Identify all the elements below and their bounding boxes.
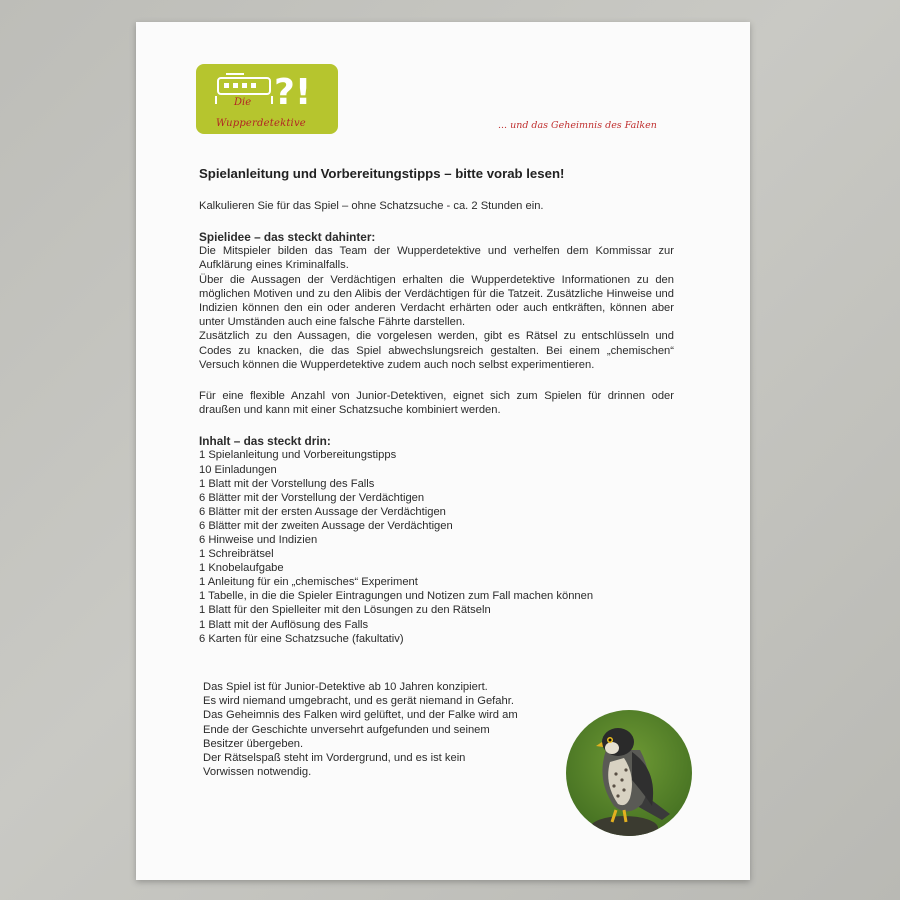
closing-line: Das Geheimnis des Falken wird gelüftet, und der Falke wird am <box>203 709 518 722</box>
list-item: 1 Anleitung für ein „chemisches“ Experiment <box>199 576 418 589</box>
list-item: 6 Hinweise und Indizien <box>199 534 318 546</box>
list-item: 1 Spielanleitung und Vorbereitungstipps <box>199 449 397 462</box>
closing-line: Vorwissen notwendig. <box>203 766 312 779</box>
logo-text-die: Die <box>234 97 252 108</box>
flexible-text: Für eine flexible Anzahl von Junior-Detektiven, eignet sich zum Spielen für drinnen oder draußen und kann mit einer Schatzsuche kombiniert werden. <box>199 390 674 417</box>
list-item: 6 Blätter mit der ersten Aussage der Verdächtigen <box>199 505 446 518</box>
list-item: 1 Schreibrätsel <box>199 548 274 561</box>
list-item: 1 Knobelaufgabe <box>199 562 284 575</box>
closing-line: Besitzer übergeben. <box>203 737 304 750</box>
main-content <box>199 166 674 646</box>
wupperdetektive-logo <box>196 64 338 134</box>
document-sheet <box>136 22 750 880</box>
tagline: ... und das Geheimnis des Falken <box>498 120 657 131</box>
svg-text:?!: ?! <box>274 72 312 113</box>
closing-line: Ende der Geschichte unversehrt aufgefunden und seinem <box>203 723 490 736</box>
closing-line: Das Spiel ist für Junior-Detektive ab 10 Jahren konzipiert. <box>203 681 488 693</box>
spielidee-paragraph: Die Mitspieler bilden das Team der Wupperdetektive und verhelfen dem Kommissar zur Aufklärung eines Kriminalfalls. <box>199 245 674 272</box>
closing-line: Der Rätselspaß steht im Vordergrund, und es ist kein <box>203 752 466 765</box>
logo-text-name: Wupperdetektive <box>216 118 306 129</box>
list-item: 1 Blatt mit der Auflösung des Falls <box>199 618 369 631</box>
inhalt-heading: Inhalt – das steckt drin: <box>199 434 331 449</box>
spielidee-heading: Spielidee – das steckt dahinter: <box>199 230 376 245</box>
closing-line: Es wird niemand umgebracht, und es gerät niemand in Gefahr. <box>203 695 514 708</box>
page-title: Spielanleitung und Vorbereitungstipps – bitte vorab lesen! <box>199 166 565 181</box>
list-item: 6 Blätter mit der zweiten Aussage der Verdächtigen <box>199 519 453 532</box>
falcon-image <box>566 710 692 836</box>
closing-notes <box>203 680 563 779</box>
list-item: 6 Karten für eine Schatzsuche (fakultativ) <box>199 632 404 645</box>
list-item: 6 Blätter mit der Vorstellung der Verdächtigen <box>199 491 425 504</box>
list-item: 1 Blatt für den Spielleiter mit den Lösungen zu den Rätseln <box>199 604 491 617</box>
intro-text: Kalkulieren Sie für das Spiel – ohne Schatzsuche - ca. 2 Stunden ein. <box>199 200 544 212</box>
spielidee-paragraph: Zusätzlich zu den Aussagen, die vorgelesen werden, gibt es Rätsel zu entschlüsseln und Codes zu knacken, die das Spiel abwechslungsreich gestalten. Bei einem „chemischen“ Versuch können die Wupperdetektive zudem auch noch selbst experimentieren. <box>199 330 674 371</box>
inhalt-list <box>199 448 674 645</box>
list-item: 1 Tabelle, in die die Spieler Eintragungen und Notizen zum Fall machen können <box>199 590 594 603</box>
list-item: 10 Einladungen <box>199 463 277 476</box>
list-item: 1 Blatt mit der Vorstellung des Falls <box>199 477 375 490</box>
spielidee-paragraph: Über die Aussagen der Verdächtigen erhalten die Wupperdetektive Informationen zu den möglichen Motiven und zu den Alibis der Verdächtigen für die Tatzeit. Zusätzliche Hinweise und Indizien können den ein oder anderen Verdacht erhärten oder auch entkräften, können aber unter Umständen auch eine falsche Fährte darstellen. <box>199 273 674 329</box>
